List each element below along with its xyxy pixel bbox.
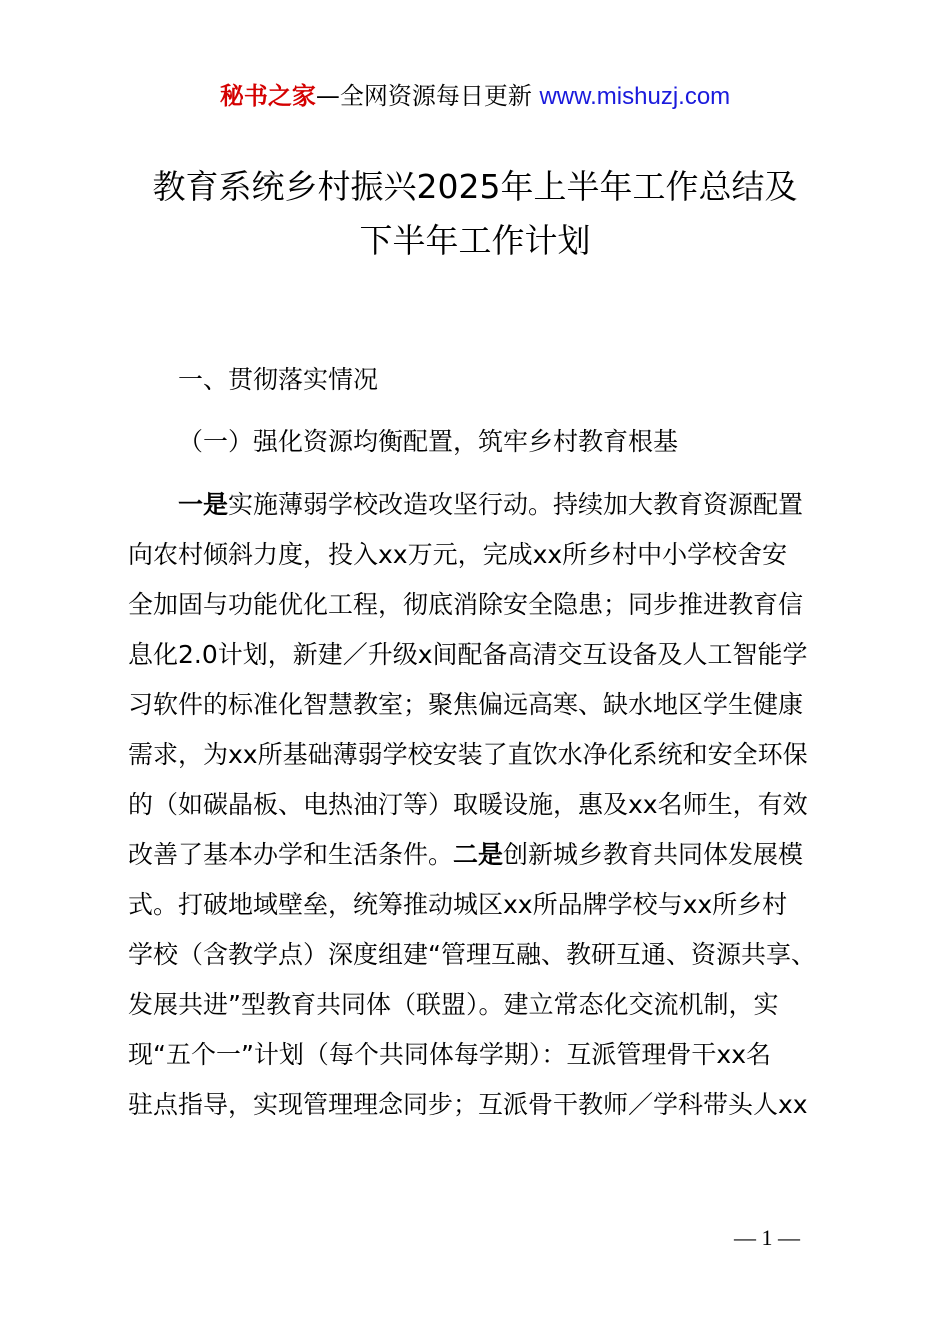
site-banner — [0, 78, 950, 115]
paragraph-line: 的（如碳晶板、电热油汀等）取暖设施，惠及xx名师生，有效 — [128, 790, 808, 819]
title-line: 教育系统乡村振兴2025年上半年工作总结及 — [152, 167, 798, 206]
page-number: — 1 — — [734, 1225, 800, 1250]
paragraph-line: 需求，为xx所基础薄弱学校安装了直饮水净化系统和安全环保 — [128, 740, 808, 769]
line-text: 实施薄弱学校改造攻坚行动。持续加大教育资源配置 — [228, 490, 804, 519]
body-paragraph — [128, 480, 848, 1130]
paragraph-line — [128, 830, 848, 880]
document-title — [100, 160, 850, 268]
paragraph-line: 学校（含教学点）深度组建“管理互融、教研互通、资源共享、 — [128, 940, 816, 969]
title-line: 下半年工作计划 — [359, 221, 591, 260]
paragraph-line: 驻点指导，实现管理理念同步；互派骨干教师／学科带头人xx — [128, 1090, 808, 1119]
site-url-link[interactable]: www.mishuzj.com — [539, 83, 731, 110]
paragraph-line — [128, 480, 848, 530]
paragraph-line: 习软件的标准化智慧教室；聚焦偏远高寒、缺水地区学生健康 — [128, 690, 804, 719]
paragraph-line: 息化2.0计划，新建／升级x间配备高清交互设备及人工智能学 — [128, 640, 808, 669]
banner-slogan: —全网资源每日更新 — [315, 82, 532, 110]
lead-marker: 一是 — [178, 490, 229, 519]
paragraph-line: 向农村倾斜力度，投入xx万元，完成xx所乡村中小学校舍安 — [128, 540, 788, 569]
paragraph-line: 现“五个一”计划（每个共同体每学期）：互派管理骨干xx名 — [128, 1040, 771, 1069]
line-text: 改善了基本办学和生活条件。 — [128, 840, 454, 869]
brand-name: 秘书之家 — [219, 82, 316, 110]
subsection-heading: （一）强化资源均衡配置，筑牢乡村教育根基 — [178, 427, 679, 456]
section-heading: 一、贯彻落实情况 — [178, 365, 379, 394]
paragraph-line: 式。打破地域壁垒，统筹推动城区xx所品牌学校与xx所乡村 — [128, 890, 788, 919]
paragraph-line: 发展共进”型教育共同体（联盟）。建立常态化交流机制，实 — [128, 990, 779, 1019]
paragraph-line: 全加固与功能优化工程，彻底消除安全隐患；同步推进教育信 — [128, 590, 804, 619]
line-text: 创新城乡教育共同体发展模 — [503, 840, 804, 869]
lead-marker: 二是 — [453, 840, 504, 869]
